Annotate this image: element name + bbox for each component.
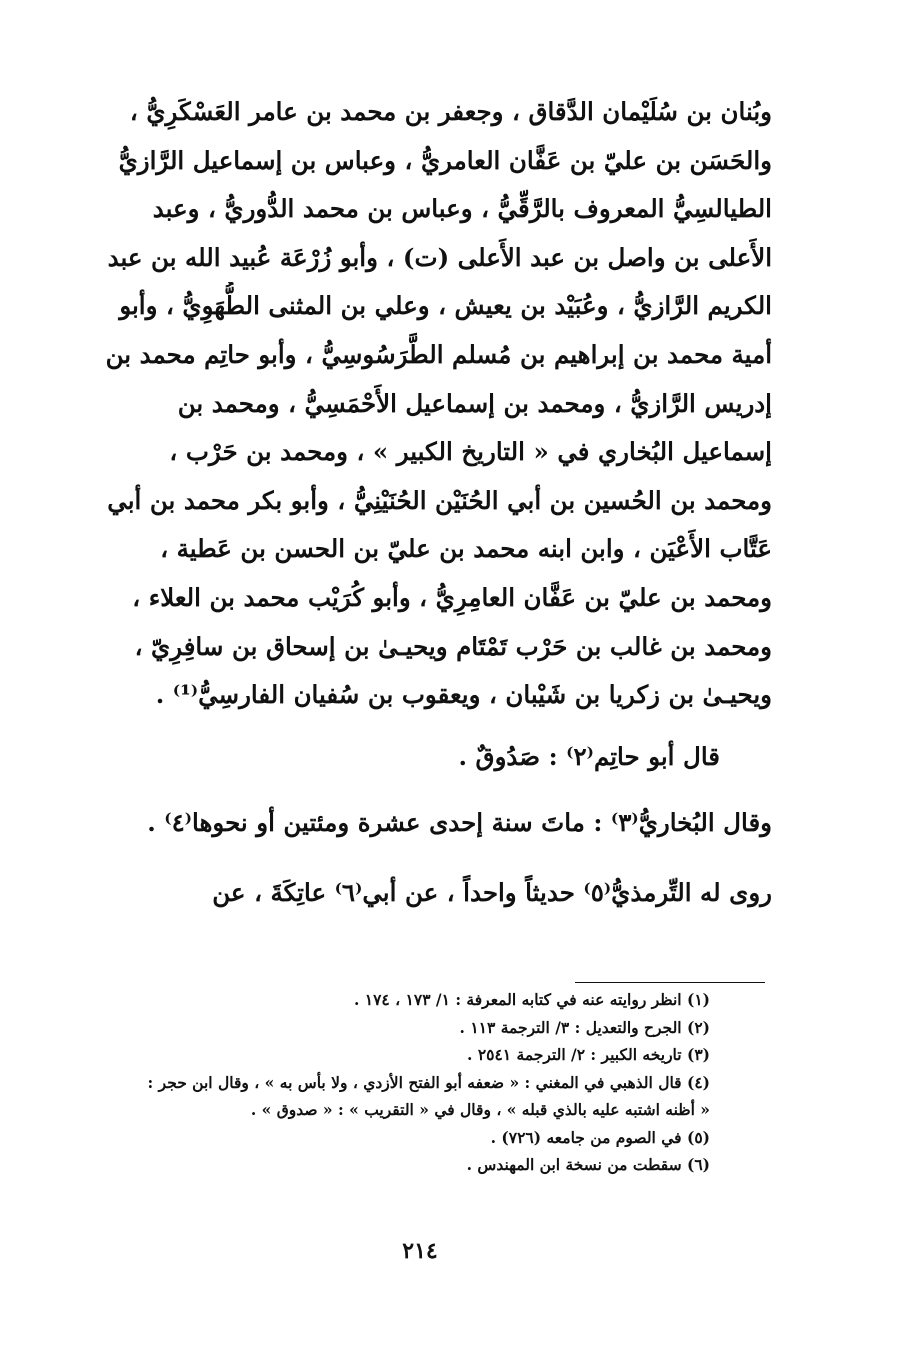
main-text-block [82,88,772,720]
footnote-4-continued: « أظنه اشتبه عليه بالذي قبله » ، وقال في « التقريب » : « صدوق » . [250,1100,710,1119]
text-line: إسماعيل البُخاري في « التاريخ الكبير » ، ومحمد بن حَرْب ، [169,437,772,467]
footnotes-block [90,986,710,1179]
text-line: ومحمد بن الحُسين بن أبي الحُنَيْن الحُنَيْنِيُّ ، وأبو بكر محمد بن أبي [107,485,772,515]
text-line: الأَعلى بن واصل بن عبد الأَعلى (ت) ، وأبو زُرْعَة عُبيد الله بن عبد [107,242,772,272]
bukhari-statement: وقال البُخاريُّ⁽٣⁾ : ماتَ سنة إحدى عشرة ومئتين أو نحوها⁽٤⁾ . [147,808,772,837]
text-line: ويحيـىٰ بن زكريا بن شَيْبان ، ويعقوب بن سُفيان الفارسِيُّ⁽¹⁾ . [155,680,772,710]
text-line: الكريم الرَّازيُّ ، وعُبَيْد بن يعيش ، وعلي بن المثنى الطُّهَوِيُّ ، وأبو [119,291,772,321]
footnote-4: (٤) قال الذهبي في المغني : « ضعفه أبو الفتح الأزدي ، ولا بأس به » ، وقال ابن حجر : [147,1072,710,1092]
footnote-2: (٢) الجرح والتعديل : ٣/ الترجمة ١١٣ . [459,1017,710,1037]
footnote-5: (٥) في الصوم من جامعه (٧٢٦) . [490,1127,710,1147]
text-line: إدريس الرَّازيُّ ، ومحمد بن إسماعيل الأَحْمَسِيُّ ، ومحمد بن [177,388,772,418]
footnote-separator [575,982,765,983]
tirmidhi-statement: روى له التِّرمذيُّ⁽٥⁾ حديثاً واحداً ، عن أبي⁽٦⁾ عاتِكَةَ ، عن [212,878,772,907]
text-line: وبُنان بن سُلَيْمان الدَّقاق ، وجعفر بن محمد بن عامر العَسْكَرِيُّ ، [129,97,772,126]
text-line: أمية محمد بن إبراهيم بن مُسلم الطَّرَسُوسِيُّ ، وأبو حاتِم محمد بن [105,339,772,369]
text-line: الطيالسِيُّ المعروف بالرَّقِّيُّ ، وعباس بن محمد الدُّوريُّ ، وعبد [152,194,772,224]
footnote-3: (٣) تاريخه الكبير : ٢/ الترجمة ٢٥٤١ . [467,1045,710,1064]
footnote-1: (١) انظر روايته عنه في كتابه المعرفة : ١/ ١٧٣ ، ١٧٤ . [353,990,710,1009]
text-line: ومحمد بن عليّ بن عَفَّان العامِرِيُّ ، وأبو كُرَيْب محمد بن العلاء ، [132,582,772,612]
text-line: والحَسَن بن عليّ بن عَفَّان العامريُّ ، وعباس بن إسماعيل الرَّازيُّ [118,145,772,175]
page-number: ٢١٤ [402,1238,438,1264]
abu-hatim-statement: قال أبو حاتِم⁽٢⁾ : صَدُوقٌ . [458,742,720,771]
footnote-6: (٦) سقطت من نسخة ابن المهندس . [466,1155,710,1174]
text-line: عَتَّاب الأَعْيَن ، وابن ابنه محمد بن عليّ بن الحسن بن عَطية ، [160,534,772,564]
text-line: ومحمد بن غالب بن حَرْب تَمْتَام ويحيـىٰ بن إسحاق بن سافِرِيّ ، [134,631,772,661]
